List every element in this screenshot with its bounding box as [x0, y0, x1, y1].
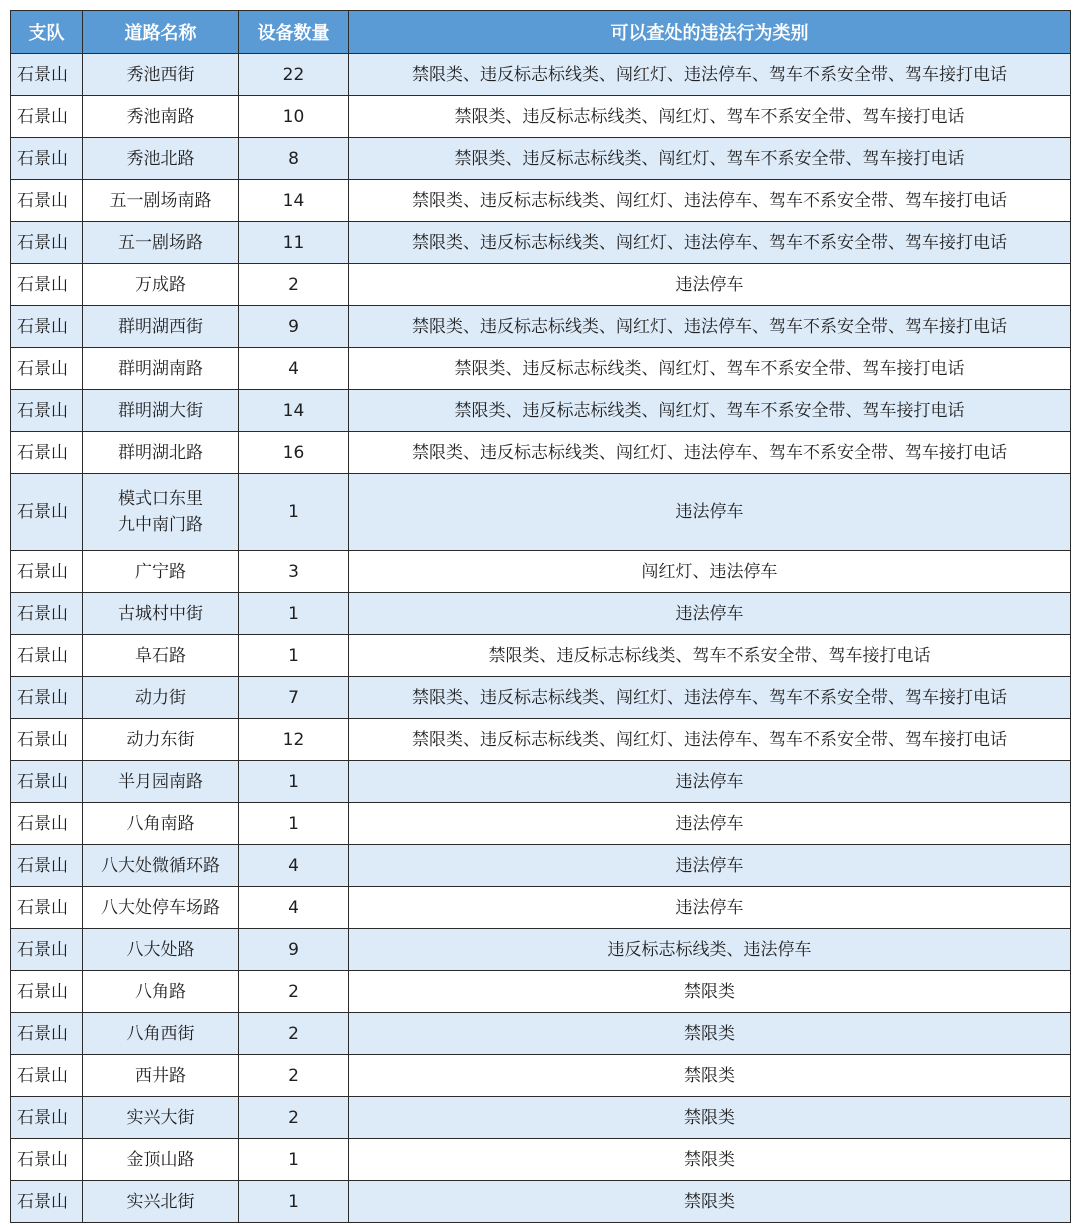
cell-violation-categories: 违法停车	[349, 474, 1071, 551]
cell-road-name: 古城村中街	[83, 593, 239, 635]
cell-team: 石景山	[11, 54, 83, 96]
cell-violation-categories: 禁限类	[349, 1097, 1071, 1139]
table-row	[11, 1097, 1071, 1139]
cell-team: 石景山	[11, 593, 83, 635]
cell-violation-categories: 违法停车	[349, 845, 1071, 887]
cell-team: 石景山	[11, 390, 83, 432]
table-row	[11, 390, 1071, 432]
cell-team: 石景山	[11, 803, 83, 845]
cell-device-count: 2	[239, 1055, 349, 1097]
cell-violation-categories: 禁限类	[349, 1181, 1071, 1223]
cell-road-name: 金顶山路	[83, 1139, 239, 1181]
road-name-line-2: 九中南门路	[118, 515, 203, 535]
table-row	[11, 551, 1071, 593]
cell-violation-categories: 禁限类	[349, 971, 1071, 1013]
cell-device-count: 1	[239, 1181, 349, 1223]
cell-device-count: 12	[239, 719, 349, 761]
cell-team: 石景山	[11, 96, 83, 138]
cell-violation-categories: 禁限类、违反标志标线类、闯红灯、违法停车、驾车不系安全带、驾车接打电话	[349, 180, 1071, 222]
table-row	[11, 845, 1071, 887]
table-row	[11, 1181, 1071, 1223]
cell-device-count: 4	[239, 887, 349, 929]
cell-road-name: 八大处停车场路	[83, 887, 239, 929]
cell-team: 石景山	[11, 432, 83, 474]
cell-device-count: 1	[239, 803, 349, 845]
header-team: 支队	[11, 11, 83, 54]
table-row	[11, 929, 1071, 971]
cell-device-count: 1	[239, 1139, 349, 1181]
cell-team: 石景山	[11, 845, 83, 887]
cell-team: 石景山	[11, 138, 83, 180]
cell-team: 石景山	[11, 348, 83, 390]
table-header	[11, 11, 1071, 54]
cell-team: 石景山	[11, 1097, 83, 1139]
cell-team: 石景山	[11, 551, 83, 593]
cell-device-count: 9	[239, 929, 349, 971]
cell-road-name	[83, 474, 239, 551]
table-row	[11, 971, 1071, 1013]
cell-team: 石景山	[11, 677, 83, 719]
enforcement-device-table	[10, 10, 1071, 1223]
cell-device-count: 14	[239, 390, 349, 432]
cell-violation-categories: 违法停车	[349, 264, 1071, 306]
cell-road-name: 八角西街	[83, 1013, 239, 1055]
road-name-line-1: 模式口东里	[118, 489, 203, 509]
header-violation-categories: 可以查处的违法行为类别	[349, 11, 1071, 54]
cell-team: 石景山	[11, 1181, 83, 1223]
cell-team: 石景山	[11, 180, 83, 222]
cell-road-name: 实兴北街	[83, 1181, 239, 1223]
cell-road-name: 秀池北路	[83, 138, 239, 180]
cell-device-count: 9	[239, 306, 349, 348]
cell-violation-categories: 违法停车	[349, 803, 1071, 845]
table-row	[11, 887, 1071, 929]
cell-road-name: 广宁路	[83, 551, 239, 593]
cell-road-name: 群明湖大街	[83, 390, 239, 432]
cell-device-count: 14	[239, 180, 349, 222]
cell-road-name: 群明湖南路	[83, 348, 239, 390]
table-row	[11, 222, 1071, 264]
table-row	[11, 1055, 1071, 1097]
enforcement-device-table-container	[10, 10, 1070, 1223]
cell-violation-categories: 违反标志标线类、违法停车	[349, 929, 1071, 971]
table-row	[11, 180, 1071, 222]
cell-team: 石景山	[11, 1013, 83, 1055]
table-row	[11, 1139, 1071, 1181]
cell-device-count: 2	[239, 1097, 349, 1139]
cell-team: 石景山	[11, 719, 83, 761]
table-row	[11, 432, 1071, 474]
table-row	[11, 635, 1071, 677]
cell-road-name: 群明湖西街	[83, 306, 239, 348]
cell-device-count: 1	[239, 761, 349, 803]
cell-device-count: 1	[239, 474, 349, 551]
cell-violation-categories: 禁限类、违反标志标线类、闯红灯、违法停车、驾车不系安全带、驾车接打电话	[349, 306, 1071, 348]
table-row	[11, 54, 1071, 96]
cell-violation-categories: 禁限类、违反标志标线类、闯红灯、驾车不系安全带、驾车接打电话	[349, 96, 1071, 138]
cell-device-count: 7	[239, 677, 349, 719]
cell-road-name: 西井路	[83, 1055, 239, 1097]
cell-device-count: 2	[239, 264, 349, 306]
cell-violation-categories: 禁限类、违反标志标线类、闯红灯、违法停车、驾车不系安全带、驾车接打电话	[349, 677, 1071, 719]
cell-road-name: 五一剧场南路	[83, 180, 239, 222]
cell-violation-categories: 违法停车	[349, 887, 1071, 929]
cell-violation-categories: 禁限类	[349, 1013, 1071, 1055]
cell-device-count: 4	[239, 845, 349, 887]
table-row	[11, 138, 1071, 180]
cell-team: 石景山	[11, 887, 83, 929]
table-row	[11, 96, 1071, 138]
table-row	[11, 306, 1071, 348]
cell-violation-categories: 禁限类、违反标志标线类、闯红灯、驾车不系安全带、驾车接打电话	[349, 348, 1071, 390]
cell-road-name: 动力东街	[83, 719, 239, 761]
cell-road-name: 动力街	[83, 677, 239, 719]
cell-device-count: 10	[239, 96, 349, 138]
cell-violation-categories: 禁限类、违反标志标线类、闯红灯、驾车不系安全带、驾车接打电话	[349, 138, 1071, 180]
table-row	[11, 348, 1071, 390]
cell-violation-categories: 禁限类	[349, 1055, 1071, 1097]
table-row	[11, 719, 1071, 761]
cell-device-count: 4	[239, 348, 349, 390]
cell-violation-categories: 违法停车	[349, 593, 1071, 635]
cell-team: 石景山	[11, 1139, 83, 1181]
cell-team: 石景山	[11, 306, 83, 348]
cell-device-count: 1	[239, 635, 349, 677]
cell-device-count: 22	[239, 54, 349, 96]
cell-road-name: 半月园南路	[83, 761, 239, 803]
cell-road-name: 万成路	[83, 264, 239, 306]
cell-violation-categories: 禁限类、违反标志标线类、驾车不系安全带、驾车接打电话	[349, 635, 1071, 677]
cell-device-count: 3	[239, 551, 349, 593]
cell-road-name: 八角路	[83, 971, 239, 1013]
cell-device-count: 11	[239, 222, 349, 264]
table-row	[11, 474, 1071, 551]
cell-device-count: 16	[239, 432, 349, 474]
cell-violation-categories: 禁限类、违反标志标线类、闯红灯、违法停车、驾车不系安全带、驾车接打电话	[349, 432, 1071, 474]
header-road-name: 道路名称	[83, 11, 239, 54]
cell-road-name: 秀池西街	[83, 54, 239, 96]
table-row	[11, 264, 1071, 306]
cell-road-name: 实兴大街	[83, 1097, 239, 1139]
cell-violation-categories: 禁限类、违反标志标线类、闯红灯、违法停车、驾车不系安全带、驾车接打电话	[349, 54, 1071, 96]
table-row	[11, 761, 1071, 803]
cell-road-name: 五一剧场路	[83, 222, 239, 264]
cell-device-count: 1	[239, 593, 349, 635]
cell-road-name: 阜石路	[83, 635, 239, 677]
header-device-count: 设备数量	[239, 11, 349, 54]
cell-road-name: 秀池南路	[83, 96, 239, 138]
cell-violation-categories: 闯红灯、违法停车	[349, 551, 1071, 593]
cell-team: 石景山	[11, 222, 83, 264]
table-row	[11, 803, 1071, 845]
cell-team: 石景山	[11, 971, 83, 1013]
cell-device-count: 2	[239, 971, 349, 1013]
cell-violation-categories: 禁限类	[349, 1139, 1071, 1181]
table-row	[11, 593, 1071, 635]
cell-team: 石景山	[11, 761, 83, 803]
cell-road-name: 群明湖北路	[83, 432, 239, 474]
cell-device-count: 2	[239, 1013, 349, 1055]
cell-violation-categories: 违法停车	[349, 761, 1071, 803]
cell-violation-categories: 禁限类、违反标志标线类、闯红灯、违法停车、驾车不系安全带、驾车接打电话	[349, 719, 1071, 761]
cell-team: 石景山	[11, 1055, 83, 1097]
cell-road-name: 八大处路	[83, 929, 239, 971]
cell-violation-categories: 禁限类、违反标志标线类、闯红灯、驾车不系安全带、驾车接打电话	[349, 390, 1071, 432]
cell-road-name: 八大处微循环路	[83, 845, 239, 887]
table-body	[11, 54, 1071, 1223]
table-row	[11, 1013, 1071, 1055]
cell-road-name: 八角南路	[83, 803, 239, 845]
cell-team: 石景山	[11, 474, 83, 551]
cell-team: 石景山	[11, 635, 83, 677]
table-row	[11, 677, 1071, 719]
header-row	[11, 11, 1071, 54]
cell-device-count: 8	[239, 138, 349, 180]
cell-violation-categories: 禁限类、违反标志标线类、闯红灯、违法停车、驾车不系安全带、驾车接打电话	[349, 222, 1071, 264]
cell-team: 石景山	[11, 264, 83, 306]
cell-team: 石景山	[11, 929, 83, 971]
